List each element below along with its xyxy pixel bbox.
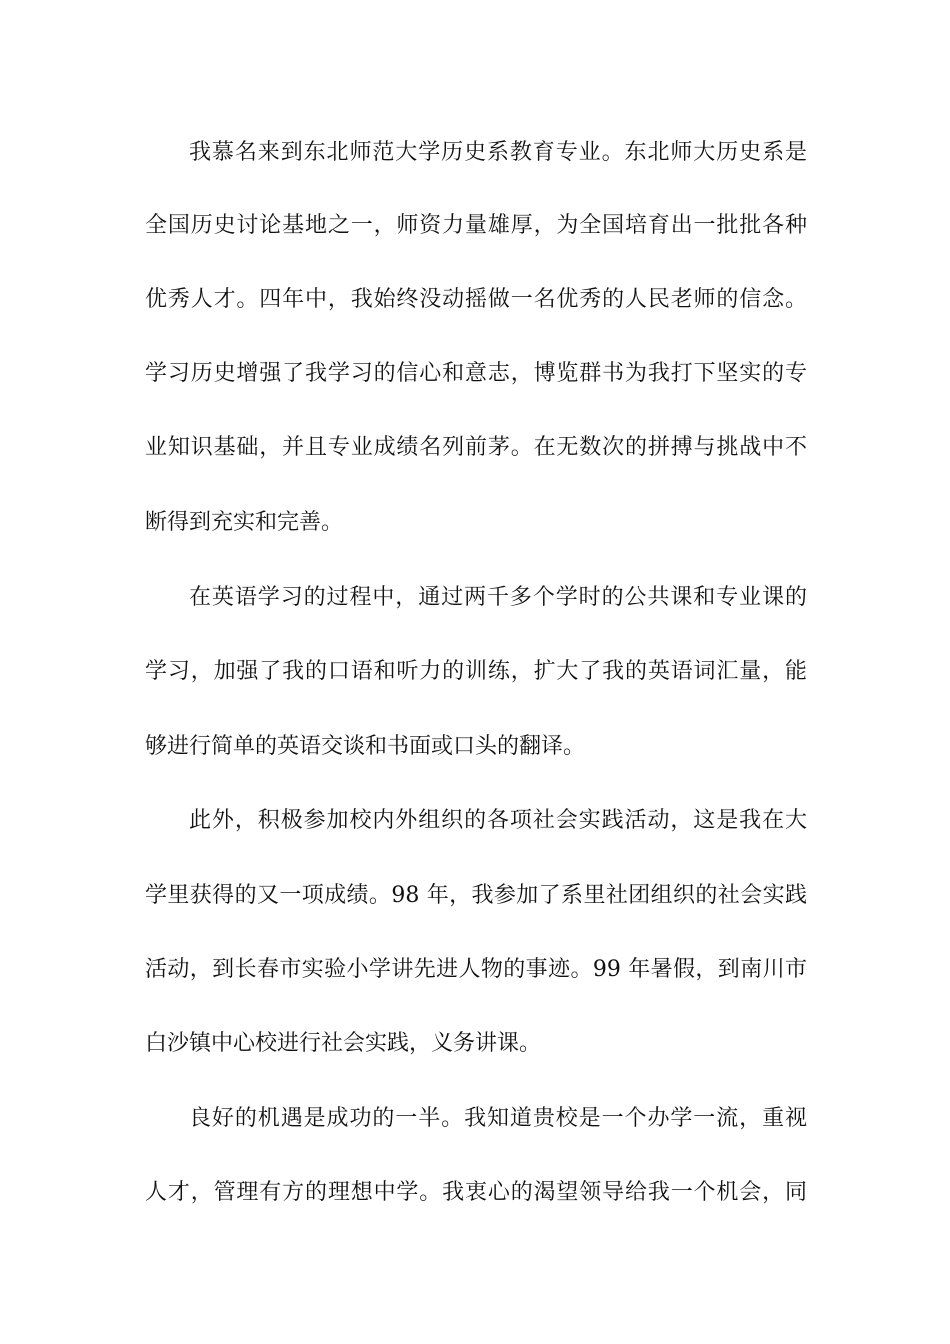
paragraph-3-line-3: 活动，到长春市实验小学讲先进人物的事迹。99 年暑假，到南川市 [145, 957, 807, 982]
paragraph-1-line-5: 业知识基础，并且专业成绩名列前茅。在无数次的拼搏与挑战中不 [145, 435, 807, 460]
paragraph-4-line-1: 良好的机遇是成功的一半。我知道贵校是一个办学一流，重视 [189, 1106, 807, 1131]
paragraph-3-line-4: 白沙镇中心校进行社会实践，义务讲课。 [145, 1031, 542, 1056]
paragraph-2-line-1: 在英语学习的过程中，通过两千多个学时的公共课和专业课的 [189, 585, 807, 610]
paragraph-3-line-1: 此外，积极参加校内外组织的各项社会实践活动，这是我在大 [189, 808, 807, 833]
paragraph-1-line-6: 断得到充实和完善。 [145, 510, 344, 535]
paragraph-2-line-3: 够进行简单的英语交谈和书面或口头的翻译。 [145, 734, 586, 759]
paragraph-1-line-3: 优秀人才。四年中，我始终没动摇做一名优秀的人民老师的信念。 [145, 287, 807, 312]
paragraph-1-line-1: 我慕名来到东北师范大学历史系教育专业。东北师大历史系是 [189, 140, 807, 165]
paragraph-1-line-4: 学习历史增强了我学习的信心和意志，博览群书为我打下坚实的专 [145, 361, 807, 386]
paragraph-1-line-2: 全国历史讨论基地之一，师资力量雄厚，为全国培育出一批批各种 [145, 213, 807, 238]
paragraph-4-line-2: 人才，管理有方的理想中学。我衷心的渴望领导给我一个机会，同 [145, 1180, 807, 1205]
paragraph-3-line-2: 学里获得的又一项成绩。98 年，我参加了系里社团组织的社会实践 [145, 883, 807, 908]
paragraph-2-line-2: 学习，加强了我的口语和听力的训练，扩大了我的英语词汇量，能 [145, 659, 807, 684]
